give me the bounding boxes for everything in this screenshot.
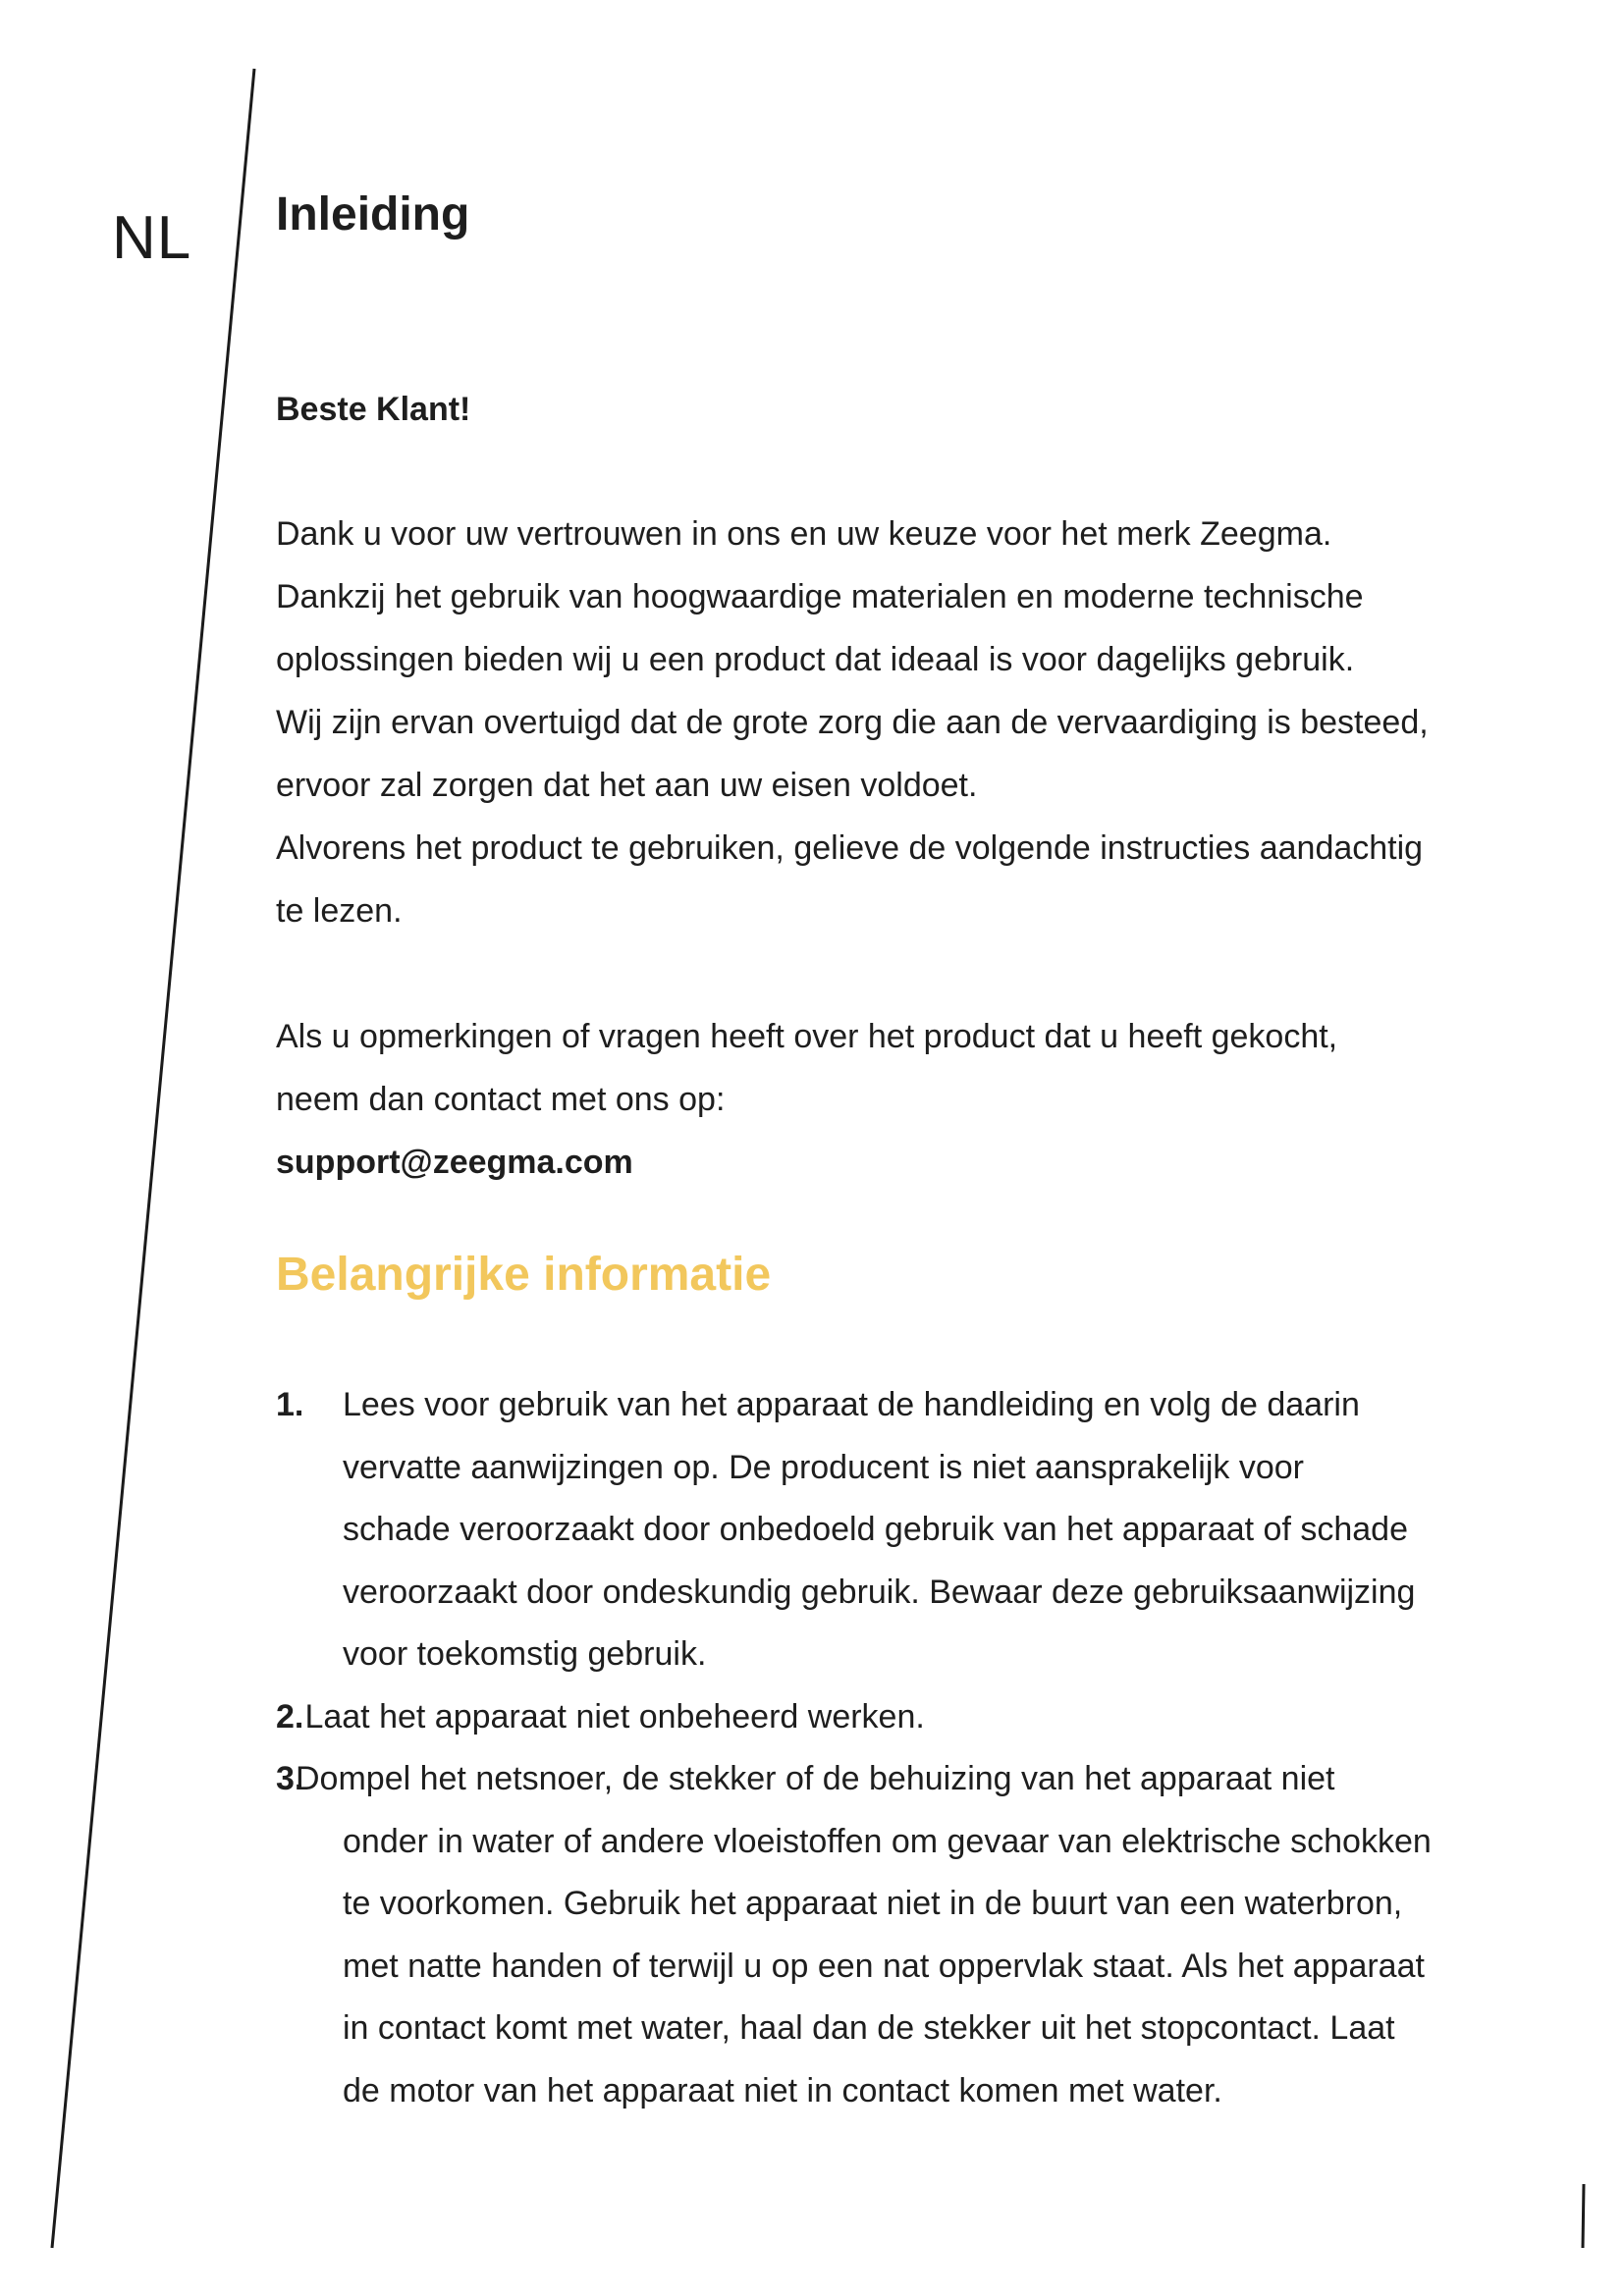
paragraph-line: te lezen. <box>276 892 403 930</box>
paragraph-line: oplossingen bieden wij u een product dat ideaal is voor dagelijks gebruik. <box>276 641 1355 678</box>
intro-paragraph <box>276 503 1429 942</box>
list-item-line: veroorzaakt door ondeskundig gebruik. Bewaar deze gebruiksaanwijzing <box>343 1573 1416 1611</box>
paragraph-line: Dank u voor uw vertrouwen in ons en uw keuze voor het merk Zeegma. <box>276 515 1332 553</box>
list-item-line: onder in water of andere vloeistoffen om gevaar van elektrische schokken <box>343 1822 1432 1860</box>
list-item-line: de motor van het apparaat niet in contact komen met water. <box>343 2071 1222 2109</box>
paragraph-line: ervoor zal zorgen dat het aan uw eisen voldoet. <box>276 767 978 804</box>
list-item-number: 2. <box>276 1697 304 1735</box>
list-item-line: voor toekomstig gebruik. <box>343 1635 707 1673</box>
list-item-line: in contact komt met water, haal dan de stekker uit het stopcontact. Laat <box>343 2009 1395 2047</box>
greeting: Beste Klant! <box>276 391 471 428</box>
support-email-link[interactable]: support@zeegma.com <box>276 1144 633 1181</box>
language-code: NL <box>112 204 192 272</box>
important-info-list <box>276 1374 1513 2122</box>
list-item <box>276 1686 1513 1749</box>
list-item <box>276 1748 1513 2122</box>
important-info-title: Belangrijke informatie <box>276 1249 772 1301</box>
list-item-line: vervatte aanwijzingen op. De producent is niet aansprakelijk voor <box>343 1448 1304 1486</box>
list-item-line: Laat het apparaat niet onbeheerd werken. <box>304 1697 925 1735</box>
paragraph-line: neem dan contact met ons op: <box>276 1081 726 1118</box>
corner-tick-line <box>1583 2184 1584 2248</box>
paragraph-line: Wij zijn ervan overtuigd dat de grote zorg die aan de vervaardiging is besteed, <box>276 704 1429 741</box>
diagonal-divider-line <box>52 69 254 2248</box>
list-item-line: te voorkomen. Gebruik het apparaat niet in de buurt van een waterbron, <box>343 1885 1403 1922</box>
list-item-line: Dompel het netsnoer, de stekker of de behuizing van het apparaat niet <box>296 1760 1335 1797</box>
list-item <box>276 1374 1513 1686</box>
contact-paragraph <box>276 1005 1337 1194</box>
paragraph-line: Dankzij het gebruik van hoogwaardige materialen en moderne technische <box>276 578 1364 615</box>
list-item-number: 1. <box>276 1386 304 1423</box>
list-item-line: Lees voor gebruik van het apparaat de handleiding en volg de daarin <box>343 1386 1360 1423</box>
intro-section <box>276 187 1493 1301</box>
list-item-number: 3. <box>276 1760 304 1797</box>
list-item-line: met natte handen of terwijl u op een nat oppervlak staat. Als het apparaat <box>343 1947 1425 1985</box>
intro-title: Inleiding <box>276 188 470 240</box>
list-item-line: schade veroorzaakt door onbedoeld gebruik van het apparaat of schade <box>343 1511 1408 1548</box>
paragraph-line: Als u opmerkingen of vragen heeft over het product dat u heeft gekocht, <box>276 1018 1338 1055</box>
paragraph-line: Alvorens het product te gebruiken, gelieve de volgende instructies aandachtig <box>276 829 1424 867</box>
